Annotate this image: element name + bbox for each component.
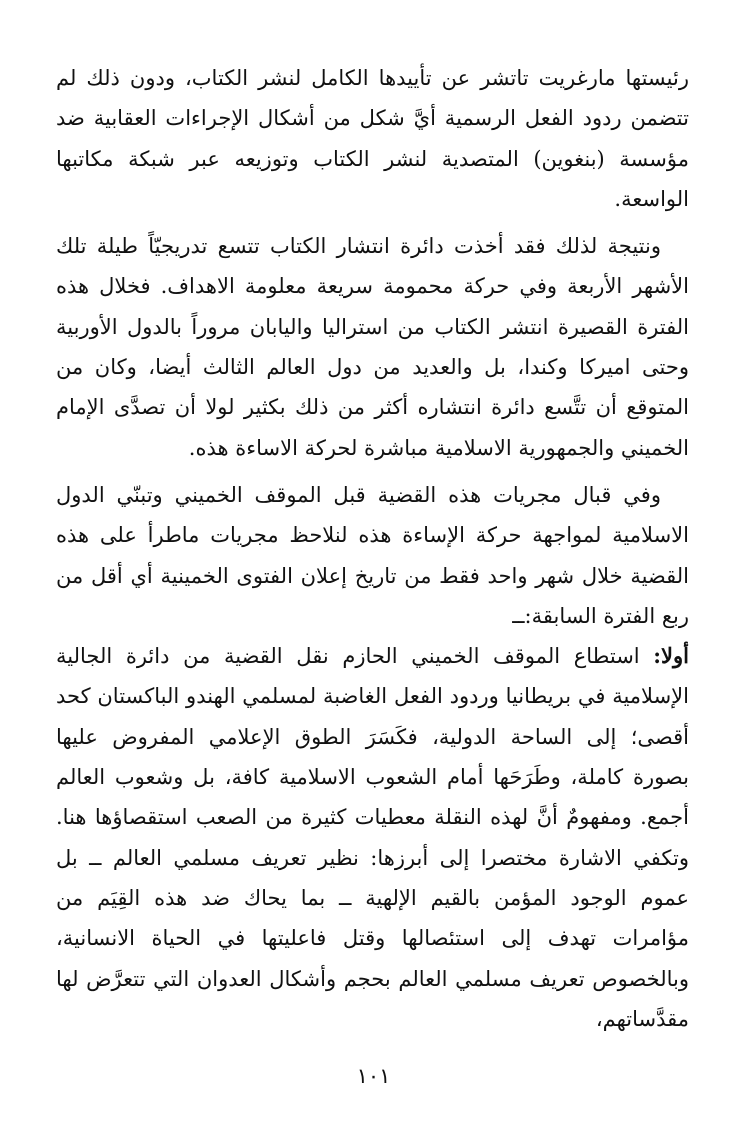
page-number: ١٠١ (356, 1064, 391, 1088)
paragraph-2: ونتيجة لذلك فقد أخذت دائرة انتشار الكتاب تتسع تدريجيّاً طيلة تلك الأشهر الأربعة وفي حركة محمومة سريعة معلومة الاهداف. فخلال هذه الفترة القصيرة انتشر الكتاب من استراليا واليابان مروراً بالدول الأوربية وحتى اميركا وكندا، بل والعديد من دول العالم الثالث أيضا، وكان من المتوقع أن تتَّسع دائرة انتشاره أكثر من ذلك بكثير لولا أن تصدَّى الإمام الخميني والجمهورية الاسلامية مباشرة لحركة الاساءة هذه. (56, 234, 689, 460)
paragraph-4-text: استطاع الموقف الخميني الحازم نقل القضية من دائرة الجالية الإسلامية في بريطانيا وردود الفعل الغاضبة لمسلمي الهندو الباكستان كحد أقصى؛ إلى الساحة الدولية، فكَسَرَ الطوق الإعلامي المفروض عليها بصورة كاملة، وطَرَحَها أمام الشعوب الاسلامية كافة، بل وشعوب العالم أجمع. ومفهومٌ أنَّ لهذه النقلة معطيات كثيرة من الصعب استقصاؤها هنا. وتكفي الاشارة مختصرا إلى أبرزها: نظير تعريف مسلمي العالم ــ بل عموم الوجود المؤمن بالقيم الإلهية ــ بما يحاك ضد هذه القِيَم من مؤامرات تهدف إلى استئصالها وقتل فاعليتها في الحياة الانسانية، وبالخصوص تعريف مسلمي العالم بحجم وأشكال العدوان التي تتعرَّض لها مقدَّساتهم، (56, 644, 689, 1031)
body-text (56, 58, 689, 1039)
point-label: أولا: (653, 643, 689, 669)
paragraph-1: رئيستها مارغريت تاتشر عن تأييدها الكامل لنشر الكتاب، ودون ذلك لم تتضمن ردود الفعل الرسمية أيَّ شكل من أشكال الإجراءات العقابية ضد مؤسسة (بنغوين) المتصدية لنشر الكتاب وتوزيعه عبر شبكة مكاتبها الواسعة. (56, 66, 689, 211)
paragraph-4 (56, 636, 689, 1039)
paragraph-3: وفي قبال مجريات هذه القضية قبل الموقف الخميني وتبنّي الدول الاسلامية لمواجهة حركة الإساءة هذه لنلاحظ مجريات ماطرأ على هذه القضية خلال شهر واحد فقط من تاريخ إعلان الفتوى الخمينية أي أقل من ربع الفترة السابقة:ــ (56, 482, 689, 628)
